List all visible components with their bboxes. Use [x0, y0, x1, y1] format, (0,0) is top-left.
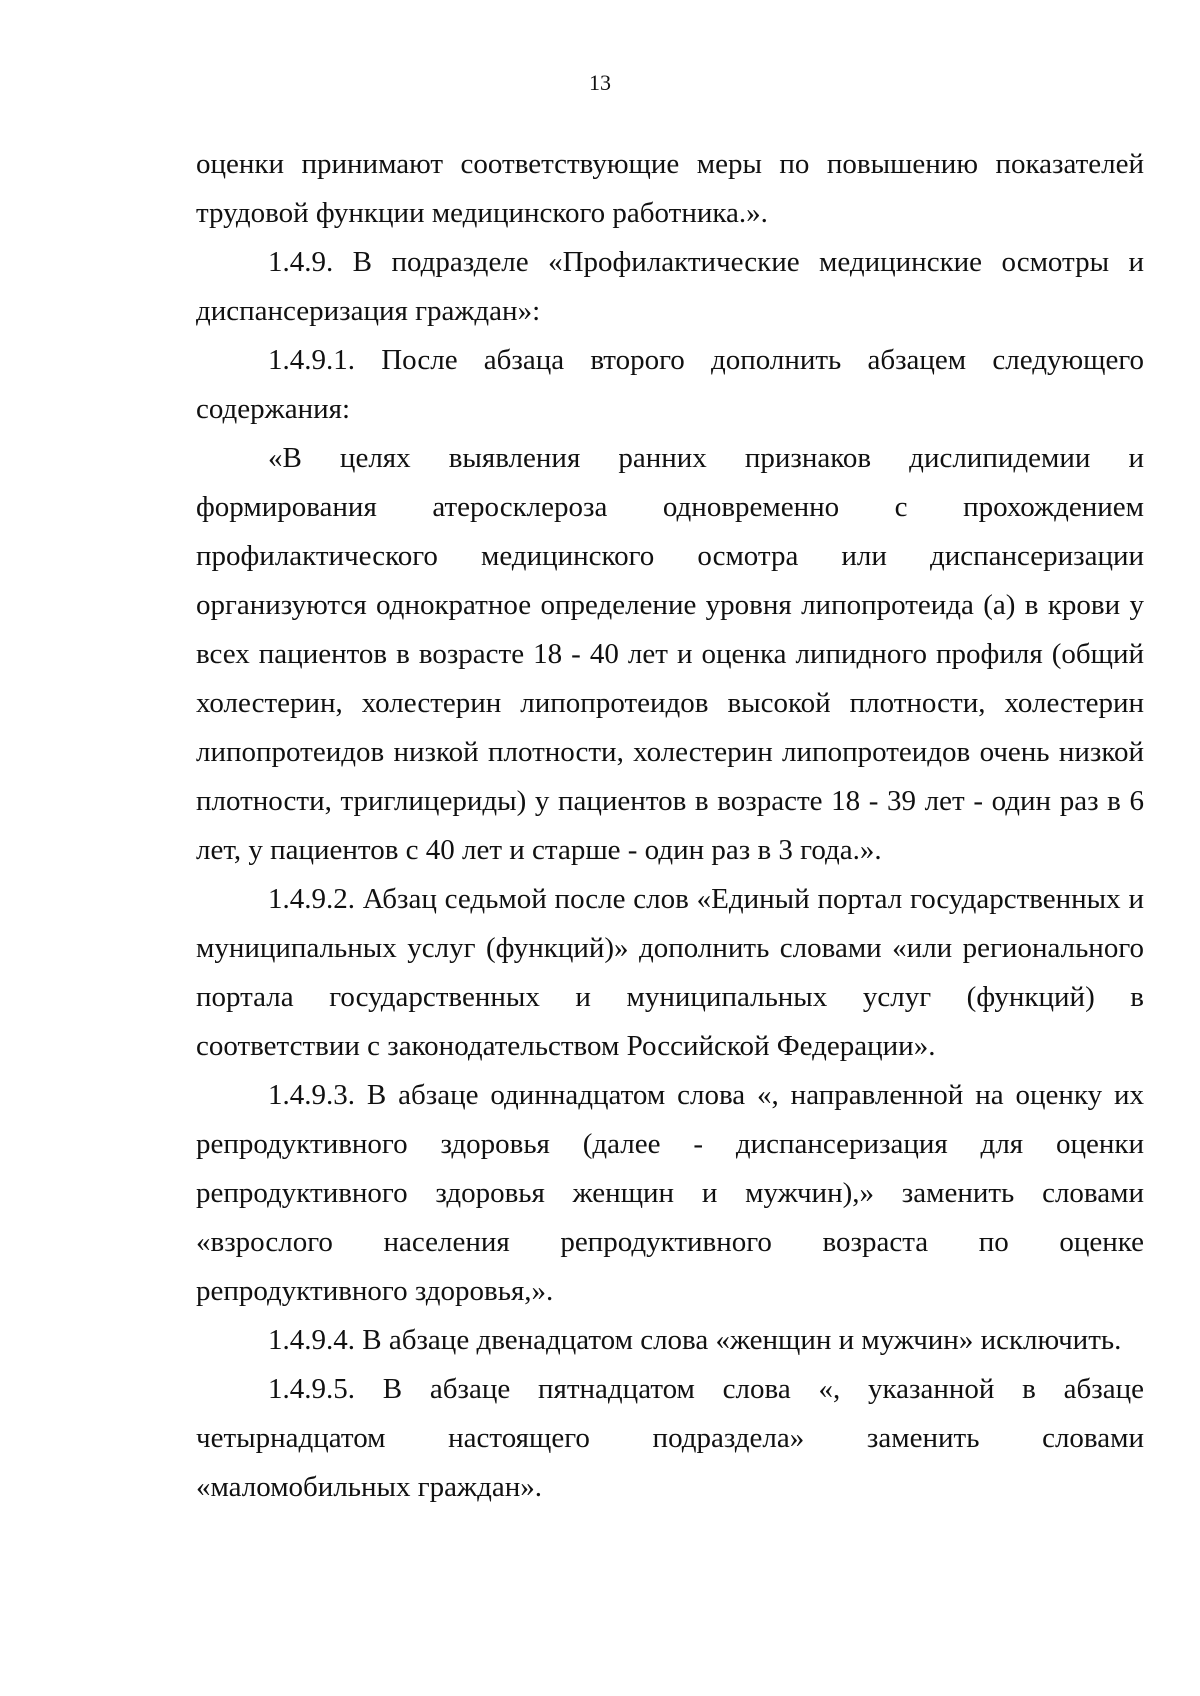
paragraph-1-4-9: 1.4.9. В подразделе «Профилактические медицинские осмотры и диспансеризация граждан»:	[196, 246, 1144, 327]
paragraph-1-4-9-2: 1.4.9.2. Абзац седьмой после слов «Единый портал государственных и муниципальных услуг (функций)» дополнить словами «или регионального портала государственных и муниципальных услуг (функций) в соответствии с законодательством Российской Федерации».	[196, 883, 1144, 1062]
paragraph-1-4-9-1: 1.4.9.1. После абзаца второго дополнить абзацем следующего содержания:	[196, 344, 1144, 425]
paragraph-quoted-insert: «В целях выявления ранних признаков дислипидемии и формирования атеросклероза одновременно с прохождением профилактического медицинского осмотра или диспансеризации организуются однократное определение уровня липопротеида (а) в крови у всех пациентов в возрасте 18 - 40 лет и оценка липидного профиля (общий холестерин, холестерин липопротеидов высокой плотности, холестерин липопротеидов низкой плотности, холестерин липопротеидов очень низкой плотности, триглицериды) у пациентов в возрасте 18 - 39 лет - один раз в 6 лет, у пациентов с 40 лет и старше - один раз в 3 года.».	[196, 442, 1144, 866]
paragraph-1-4-9-4: 1.4.9.4. В абзаце двенадцатом слова «женщин и мужчин» исключить.	[268, 1324, 1122, 1356]
paragraph-1-4-9-5: 1.4.9.5. В абзаце пятнадцатом слова «, указанной в абзаце четырнадцатом настоящего подраздела» заменить словами «маломобильных граждан».	[196, 1373, 1144, 1503]
paragraph-1-4-9-3: 1.4.9.3. В абзаце одиннадцатом слова «, направленной на оценку их репродуктивного здоровья (далее - диспансеризация для оценки репродуктивного здоровья женщин и мужчин),» заменить словами «взрослого населения репродуктивного возраста по оценке репродуктивного здоровья,».	[196, 1079, 1144, 1307]
paragraph-continuation: оценки принимают соответствующие меры по повышению показателей трудовой функции медицинского работника.».	[196, 148, 1144, 229]
page-number: 13	[589, 70, 611, 95]
document-body	[196, 140, 1144, 1512]
